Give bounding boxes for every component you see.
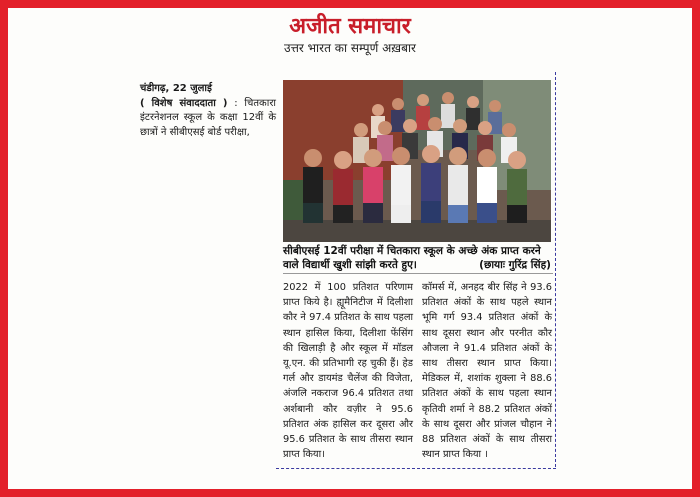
column-border-bottom: [276, 468, 556, 469]
column-border-right: [555, 72, 556, 467]
article-column-three: कॉमर्स में, अनहद बीर सिंह ने 93.6 प्रतिशत अंकों के साथ पहले स्थान भूमि गर्ग 93.4 प्रतिशत अंकों के साथ दूसरा स्थान और परनीत कौर औजला ने 91.4 प्रतिशत अंकों के साथ तीसरा स्थान प्राप्त किया। मेडिकल में, शशांक शुक्ला ने 88.6 प्रतिशत अंकों के साथ पहला स्थान कृतिवी शर्मा ने 88.2 प्रतिशत अंकों के साथ दूसरा और प्रांजल चौहान ने 88 प्रतिशत अंकों के साथ तीसरा स्थान प्राप्त किया ।: [422, 282, 552, 461]
photo-caption-text: सीबीएसई 12वीं परीक्षा में चितकारा स्कूल के अच्छे अंक प्राप्त करने वाले विद्यार्थी खुशी सांझी करते हुए।: [283, 245, 541, 271]
masthead-title: अजीत समाचार: [289, 14, 411, 39]
article-column-two: 2022 में 100 प्रतिशत परिणाम प्राप्त किये है। ह्यूमैनिटीज में दिलीशा कौर ने 97.4 प्रतिशत के साथ पहला स्थान हासिल किया, दिलीशा फेंसिंग की खिलाड़ी है और स्कूल में मॉडल यू.एन. की प्रतिभागी रह चुकी हैं। हेड गर्ल और डायमंड चैलेंज की विजेता, अंजलि नकराज 96.4 प्रतिशत तथा अर्शबानी कौर वज़ीर ने 95.6 प्रतिशत अंक हासिल कर दूसरा और 95.6 प्रतिशत के साथ तीसरा स्थान प्राप्त किया।: [283, 282, 413, 461]
article-intro-text: : चितकारा इंटरनेशनल स्कूल के कक्षा 12वीं के छात्रों ने सीबीएसई बोर्ड परीक्षा,: [140, 97, 277, 138]
group-photo: [283, 80, 551, 242]
photo-credit: (छायाः गुरिंद्र सिंह): [479, 259, 551, 271]
group-photo-image: [283, 80, 551, 242]
masthead-subtitle: उत्तर भारत का सम्पूर्ण अख़बार: [284, 41, 416, 55]
article-byline: ( विशेष संवाददाता ): [140, 97, 228, 109]
masthead: [0, 14, 700, 56]
article-dateline: चंडीगढ़, 22 जुलाई: [140, 83, 212, 94]
article-intro: [140, 82, 276, 140]
caption-divider: [283, 273, 553, 274]
photo-caption: [283, 244, 551, 272]
